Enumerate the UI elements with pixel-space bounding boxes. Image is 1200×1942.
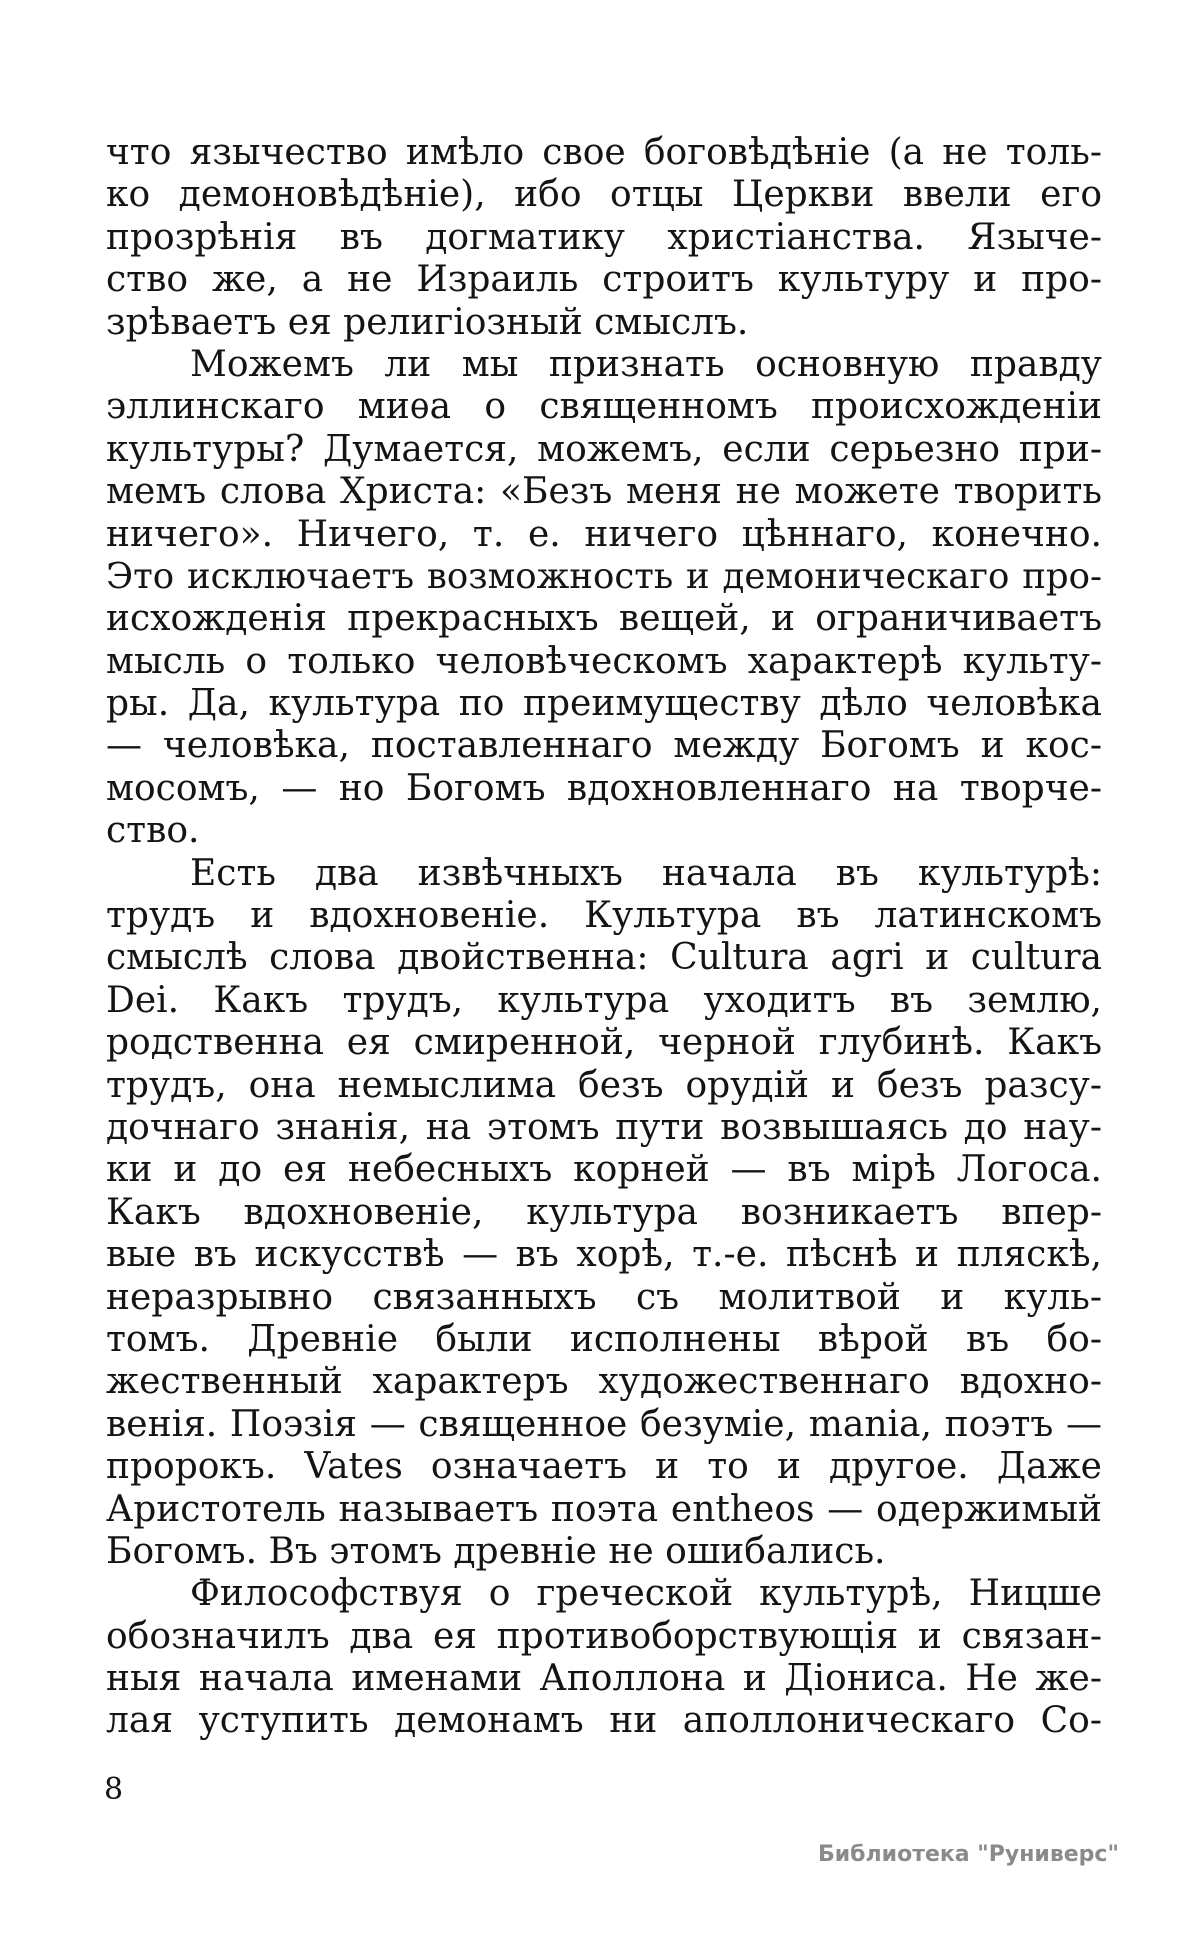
text-line: смыслѣ слова двойственна: Cultura agri и cultura	[106, 937, 1102, 979]
text-line: родственна ея смиренной, черной глубинѣ. Какъ	[106, 1022, 1102, 1064]
body-text	[106, 132, 1102, 1743]
text-line: ничего». Ничего, т. е. ничего цѣннаго, конечно.	[106, 513, 1102, 555]
text-line: ство же, а не Израиль строитъ культуру и про-	[106, 259, 1102, 301]
paragraph	[106, 1573, 1102, 1743]
text-line: исхожденія прекрасныхъ вещей, и ограничиваетъ	[106, 598, 1102, 640]
text-line: Dei. Какъ трудъ, культура уходитъ въ землю,	[106, 979, 1102, 1021]
text-line: Какъ вдохновеніе, культура возникаетъ впер-	[106, 1191, 1102, 1233]
text-line: мысль о только человѣческомъ характерѣ культу-	[106, 640, 1102, 682]
text-line: мосомъ, — но Богомъ вдохновленнаго на творче-	[106, 767, 1102, 809]
text-line: мемъ слова Христа: «Безъ меня не можете творить	[106, 471, 1102, 513]
library-watermark: Библиотека "Руниверс"	[818, 1842, 1119, 1867]
text-line: зрѣваетъ ея религіозный смыслъ.	[106, 301, 749, 343]
text-line: ныя начала именами Аполлона и Діониса. Не же-	[106, 1658, 1102, 1700]
text-line: вые въ искусствѣ — въ хорѣ, т.-е. пѣснѣ и пляскѣ,	[106, 1234, 1102, 1276]
text-line: обозначилъ два ея противоборствующія и связан-	[106, 1615, 1102, 1657]
paragraph	[106, 132, 1102, 344]
text-line: прозрѣнія въ догматику христіанства. Языче-	[106, 216, 1102, 258]
page-number: 8	[104, 1772, 124, 1807]
text-line: дочнаго знанія, на этомъ пути возвышаясь до нау-	[106, 1106, 1102, 1148]
text-line: эллинскаго миѳа о священномъ происхожденіи	[106, 386, 1102, 428]
text-line: Это исключаетъ возможность и демоническаго про-	[106, 555, 1102, 597]
text-line: жественный характеръ художественнаго вдохно-	[106, 1361, 1102, 1403]
text-line: трудъ, она немыслима безъ орудій и безъ разсу-	[106, 1064, 1102, 1106]
text-line: Богомъ. Въ этомъ древніе не ошибались.	[106, 1530, 886, 1572]
text-line: ры. Да, культура по преимуществу дѣло человѣка	[106, 683, 1102, 725]
text-line: ство.	[106, 810, 200, 852]
text-line: томъ. Древніе были исполнены вѣрой въ бо-	[106, 1318, 1102, 1360]
paragraph	[106, 853, 1102, 1574]
text-line: венія. Поэзія — священное безуміе, mania, поэтъ —	[106, 1403, 1102, 1445]
text-line: что язычество имѣло свое боговѣдѣніе (а не толь-	[106, 132, 1102, 173]
text-line: Аристотель называетъ поэта entheos — одержимый	[106, 1488, 1102, 1530]
text-line: ки и до ея небесныхъ корней — въ мірѣ Логоса.	[106, 1149, 1102, 1191]
text-line: лая уступить демонамъ ни аполлоническаго Со-	[106, 1700, 1102, 1742]
text-line: пророкъ. Vates означаетъ и то и другое. Даже	[106, 1446, 1102, 1488]
text-line: культуры? Думается, можемъ, если серьезно при-	[106, 428, 1102, 470]
text-line: — человѣка, поставленнаго между Богомъ и кос-	[106, 725, 1102, 767]
text-line: ко демоновѣдѣніе), ибо отцы Церкви ввели его	[106, 174, 1102, 216]
text-line: неразрывно связанныхъ съ молитвой и куль-	[106, 1276, 1102, 1318]
text-line: трудъ и вдохновеніе. Культура въ латинскомъ	[106, 895, 1102, 937]
text-line: Можемъ ли мы признать основную правду	[190, 343, 1102, 385]
paragraph	[106, 344, 1102, 853]
text-line: Философствуя о греческой культурѣ, Ницше	[190, 1573, 1102, 1615]
text-line: Есть два извѣчныхъ начала въ культурѣ:	[190, 852, 1102, 894]
